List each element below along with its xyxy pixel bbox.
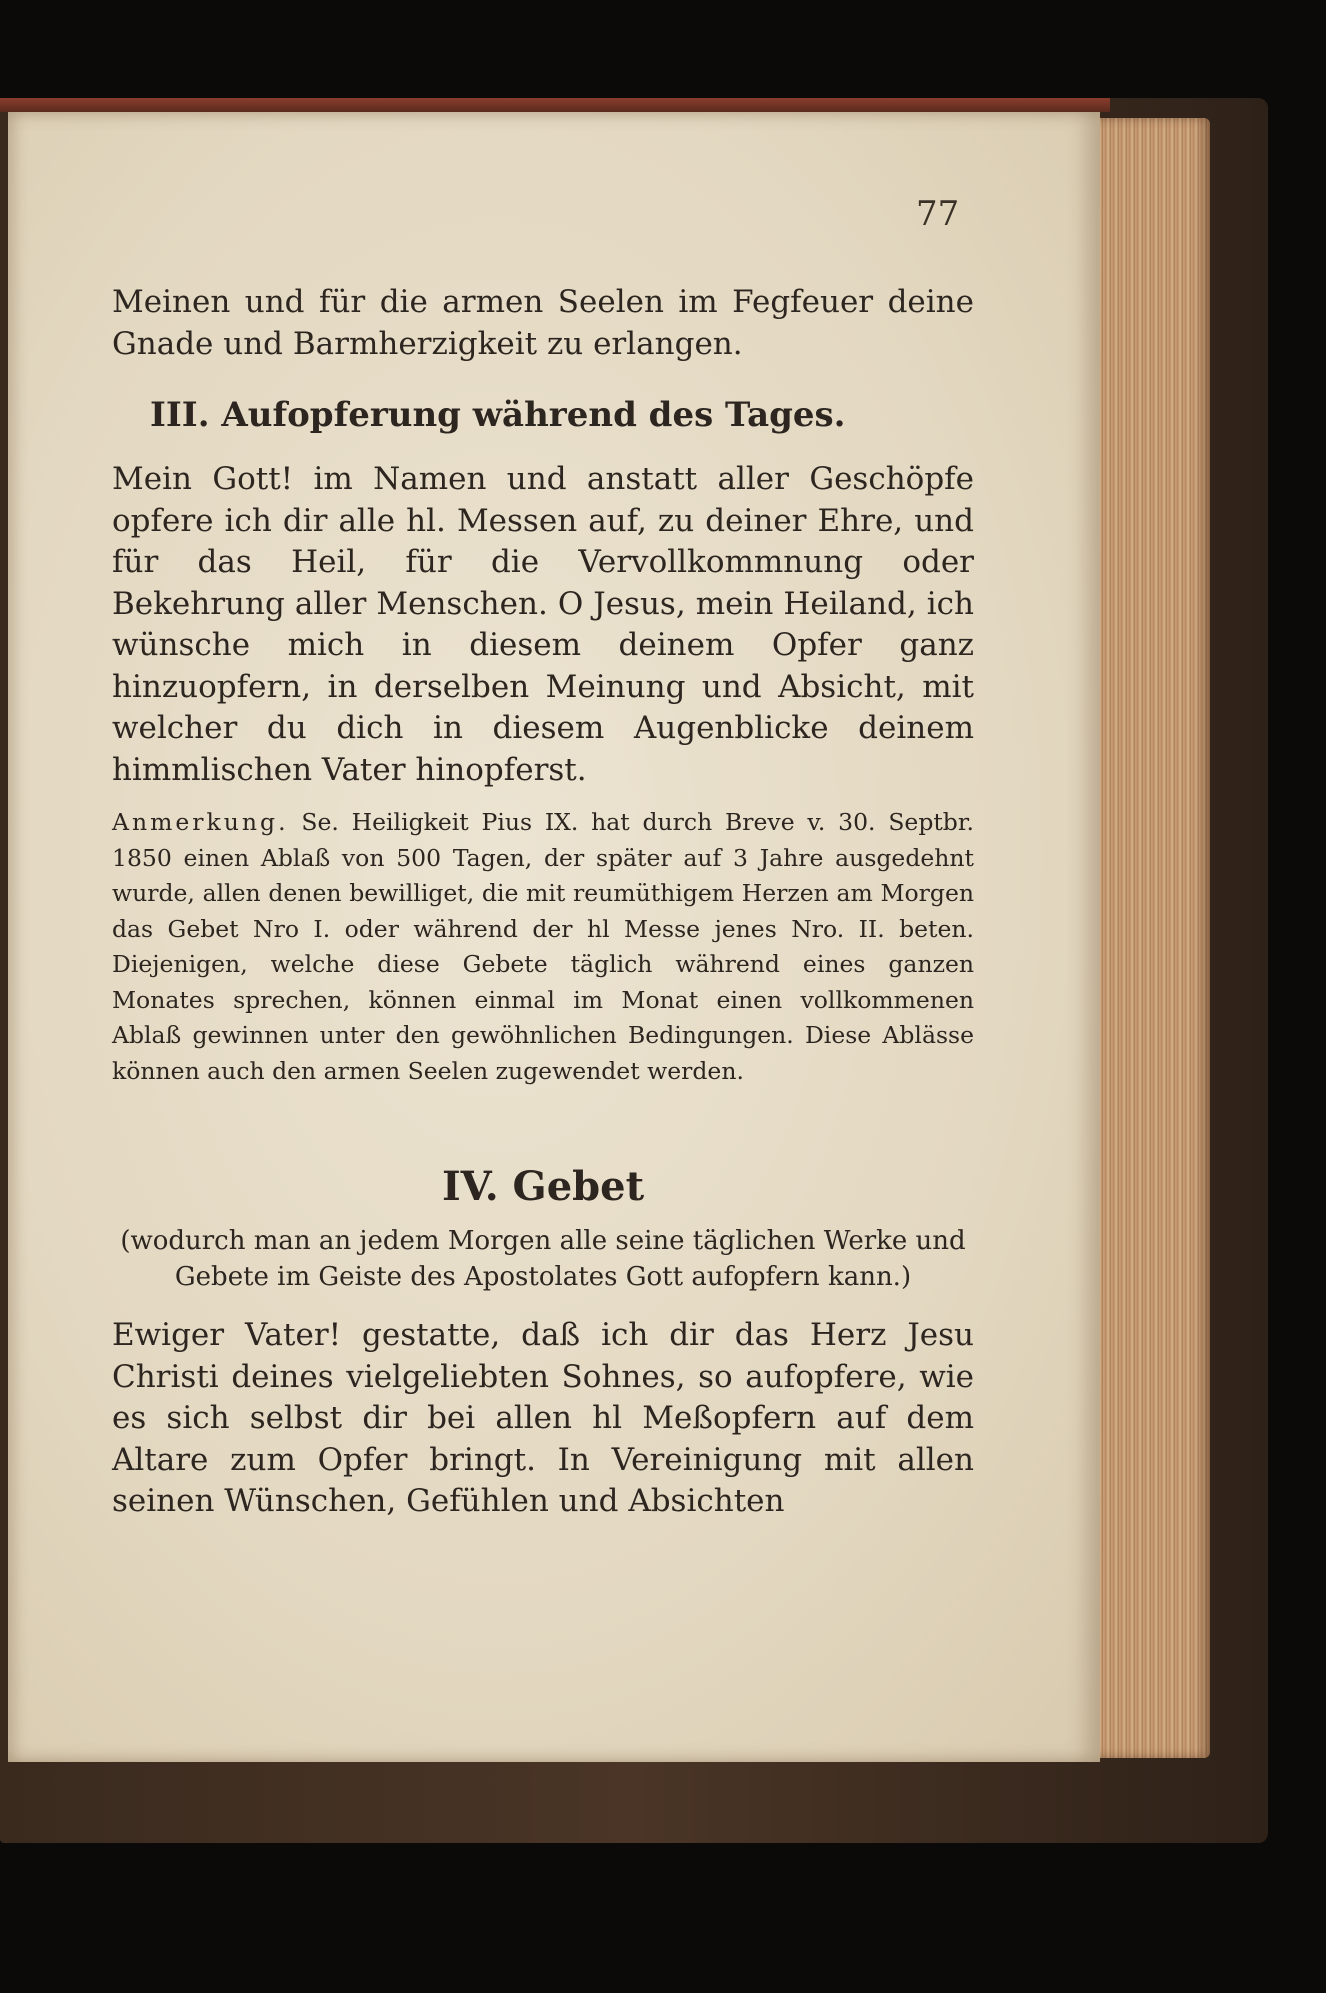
note [112,805,974,1089]
section-heading-iv: IV. Gebet [441,1163,645,1210]
page-number: 77 [916,194,960,234]
paragraph-iv: Ewiger Vater! gestatte, daß ich dir das Herz Jesu Christi deines vielgeliebten Sohnes, so aufopfere, wie es sich selbst dir bei allen hl Meßopfern auf dem Altare zum Opfer bringt. In Vereinigung mit allen seinen Wünschen, Gefühlen und Absichten [112,1317,974,1519]
paragraph-intro: Meinen und für die armen Seelen im Fegfeuer deine Gnade und Barmherzigkeit zu erlangen. [112,284,974,362]
book-page [8,112,1100,1762]
section-subtitle-iv: (wodurch man an jedem Morgen alle seine täglichen Werke und Gebete im Geiste des Apostolates Gott aufopfern kann.) [120,1226,966,1292]
page-text [112,282,974,1523]
page-edges [1095,118,1210,1758]
cover-edge-strip [0,98,1110,112]
paragraph-iii: Mein Gott! im Namen und anstatt aller Geschöpfe opfere ich dir alle hl. Messen auf, zu deiner Ehre, und für das Heil, für die Vervollkommnung oder Bekehrung aller Menschen. O Jesus, mein Heiland, ich wünsche mich in diesem deinem Opfer ganz hinzuopfern, in derselben Meinung und Absicht, mit welcher du dich in diesem Augenblicke deinem himmlischen Vater hinopferst. [112,461,974,788]
note-label: Anmerkung. [112,808,289,836]
note-text: Se. Heiligkeit Pius IX. hat durch Breve v. 30. Septbr. 1850 einen Ablaß von 500 Tagen, der später auf 3 Jahre ausgedehnt wurde, allen denen bewilliget, die mit reumüthigem Herzen am Morgen das Gebet Nro I. oder während der hl Messe jenes Nro. II. beten. Diejenigen, welche diese Gebete täglich während eines ganzen Monates sprechen, können einmal im Monat einen vollkommenen Ablaß gewinnen unter den gewöhnlichen Bedingungen. Diese Ablässe können auch den armen Seelen zugewendet werden. [112,808,974,1085]
section-heading-iii: III. Aufopferung während des Tages. [150,395,846,435]
